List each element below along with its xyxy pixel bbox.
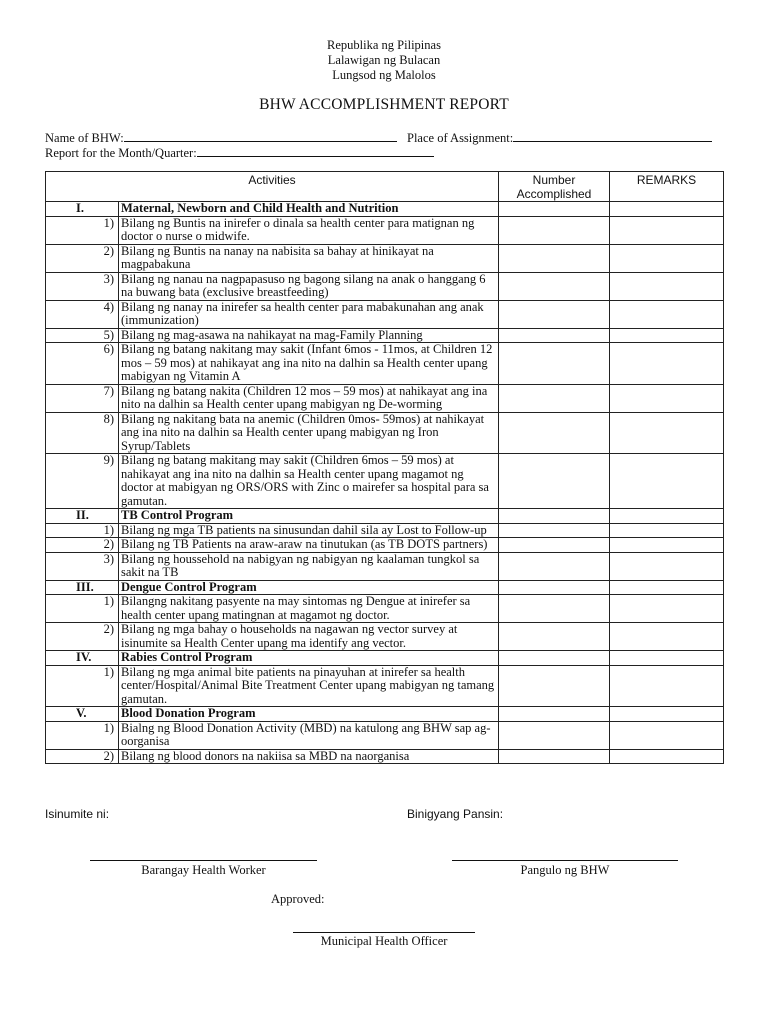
- item-number: 1): [46, 216, 119, 244]
- table-row: [46, 538, 724, 553]
- col-number-header: [499, 172, 610, 202]
- table-row: [46, 665, 724, 707]
- item-number: 4): [46, 300, 119, 328]
- table-row: [46, 623, 724, 651]
- number-cell[interactable]: [499, 202, 610, 217]
- item-number: 3): [46, 272, 119, 300]
- noted-by-label: Binigyang Pansin:: [407, 807, 504, 821]
- number-cell[interactable]: [499, 665, 610, 707]
- item-text: Bilang ng Buntis na inirefer o dinala sa health center para matignan ng doctor o nurse o midwife.: [119, 216, 499, 244]
- remarks-cell[interactable]: [610, 523, 724, 538]
- item-number: 2): [46, 244, 119, 272]
- remarks-cell[interactable]: [610, 623, 724, 651]
- number-cell[interactable]: [499, 749, 610, 764]
- number-cell[interactable]: [499, 244, 610, 272]
- table-row: [46, 343, 724, 385]
- table-row: [46, 595, 724, 623]
- number-cell[interactable]: [499, 623, 610, 651]
- number-cell[interactable]: [499, 384, 610, 412]
- table-row: [46, 749, 724, 764]
- place-of-assignment-field: [407, 129, 712, 146]
- item-text: Bialng ng Blood Donation Activity (MBD) na katulong ang BHW sap ag-oorganisa: [119, 721, 499, 749]
- number-cell[interactable]: [499, 343, 610, 385]
- president-signature-line[interactable]: [452, 860, 678, 861]
- place-of-assignment-blank[interactable]: [513, 129, 712, 142]
- table-row: [46, 523, 724, 538]
- item-number: 6): [46, 343, 119, 385]
- item-text: Bilang ng mga animal bite patients na pinayuhan at inirefer sa health center/Hospital/Animal Bite Treatment Center upang mabigyan ng tamang gamutan.: [119, 665, 499, 707]
- name-of-bhw-label: Name of BHW:: [45, 131, 124, 145]
- place-of-assignment-label: Place of Assignment:: [407, 131, 514, 145]
- item-text: Bilangng nakitang pasyente na may sintomas ng Dengue at inirefer sa health center upang matingnan at magamot ng doctor.: [119, 595, 499, 623]
- remarks-cell[interactable]: [610, 651, 724, 666]
- table-header-row: [46, 172, 724, 202]
- item-text: Bilang ng nanau na nagpapasuso ng bagong silang na anak o hanggang 6 na buwang bata (exclusive breastfeeding): [119, 272, 499, 300]
- bhw-signature-line[interactable]: [90, 860, 317, 861]
- section-row: [46, 580, 724, 595]
- item-text: Bilang ng batang nakita (Children 12 mos – 59 mos) at nahikayat ang ina nito na dalhin sa Health center upang mabigyan ng De-worming: [119, 384, 499, 412]
- number-cell[interactable]: [499, 509, 610, 524]
- item-number: 3): [46, 552, 119, 580]
- number-cell[interactable]: [499, 707, 610, 722]
- section-row: [46, 707, 724, 722]
- remarks-cell[interactable]: [610, 202, 724, 217]
- number-cell[interactable]: [499, 216, 610, 244]
- section-number: II.: [46, 509, 119, 524]
- item-number: 5): [46, 328, 119, 343]
- item-text: Bilang ng mag-asawa na nahikayat na mag-Family Planning: [119, 328, 499, 343]
- item-number: 7): [46, 384, 119, 412]
- col-number-line2: Accomplished: [516, 187, 592, 201]
- section-number: I.: [46, 202, 119, 217]
- item-number: 1): [46, 721, 119, 749]
- section-row: [46, 651, 724, 666]
- table-row: [46, 244, 724, 272]
- accomplishment-table: [45, 171, 724, 764]
- item-number: 1): [46, 665, 119, 707]
- section-title: TB Control Program: [119, 509, 499, 524]
- number-cell[interactable]: [499, 538, 610, 553]
- president-signature-caption: Pangulo ng BHW: [520, 863, 610, 877]
- number-cell[interactable]: [499, 454, 610, 509]
- remarks-cell[interactable]: [610, 343, 724, 385]
- remarks-cell[interactable]: [610, 707, 724, 722]
- report-title: BHW ACCOMPLISHMENT REPORT: [259, 96, 509, 113]
- item-text: Bilang ng mga TB patients na sinusundan dahil sila ay Lost to Follow-up: [119, 523, 499, 538]
- remarks-cell[interactable]: [610, 384, 724, 412]
- item-text: Bilang ng batang makitang may sakit (Children 6mos – 59 mos) at nahikayat ang ina nito na dalhin sa Health center upang magamot ng doctor at mabigyan ng ORS/ORS with Zinc o mairefer sa hospital para sa gamutan.: [119, 454, 499, 509]
- report-period-blank[interactable]: [197, 144, 434, 157]
- item-text: Bilang ng blood donors na nakiisa sa MBD na naorganisa: [119, 749, 499, 764]
- remarks-cell[interactable]: [610, 216, 724, 244]
- number-cell[interactable]: [499, 328, 610, 343]
- remarks-cell[interactable]: [610, 595, 724, 623]
- remarks-cell[interactable]: [610, 749, 724, 764]
- item-text: Bilang ng TB Patients na araw-araw na tinutukan (as TB DOTS partners): [119, 538, 499, 553]
- col-number-line1: Number: [532, 173, 576, 187]
- mho-signature-line[interactable]: [293, 932, 475, 933]
- section-title: Maternal, Newborn and Child Health and Nutrition: [119, 202, 499, 217]
- header-republic: Republika ng Pilipinas: [327, 38, 441, 52]
- item-number: 2): [46, 538, 119, 553]
- remarks-cell[interactable]: [610, 454, 724, 509]
- number-cell[interactable]: [499, 595, 610, 623]
- report-period-label: Report for the Month/Quarter:: [45, 146, 197, 160]
- number-cell[interactable]: [499, 412, 610, 454]
- section-row: [46, 509, 724, 524]
- table-row: [46, 454, 724, 509]
- item-text: Bilang ng Buntis na nanay na nabisita sa bahay at hinikayat na magpabakuna: [119, 244, 499, 272]
- item-text: Bilang ng batang nakitang may sakit (Infant 6mos - 11mos, at Children 12 mos – 59 mos) at nahikayat ang ina nito na dalhin sa Health center upang mabigyan ng Vitamin A: [119, 343, 499, 385]
- number-cell[interactable]: [499, 580, 610, 595]
- item-number: 1): [46, 523, 119, 538]
- remarks-cell[interactable]: [610, 300, 724, 328]
- number-cell[interactable]: [499, 651, 610, 666]
- submitted-by-label: Isinumite ni:: [45, 807, 110, 821]
- remarks-cell[interactable]: [610, 552, 724, 580]
- number-cell[interactable]: [499, 300, 610, 328]
- number-cell[interactable]: [499, 272, 610, 300]
- col-activities-header: Activities: [46, 172, 499, 202]
- section-number: III.: [46, 580, 119, 595]
- number-cell[interactable]: [499, 552, 610, 580]
- item-number: 2): [46, 749, 119, 764]
- item-number: 2): [46, 623, 119, 651]
- header-city: Lungsod ng Malolos: [332, 68, 436, 82]
- approved-label: Approved:: [271, 892, 325, 906]
- number-cell[interactable]: [499, 721, 610, 749]
- remarks-cell[interactable]: [610, 509, 724, 524]
- header-province: Lalawigan ng Bulacan: [327, 53, 441, 67]
- mho-signature-caption: Municipal Health Officer: [320, 934, 448, 948]
- table-row: [46, 216, 724, 244]
- item-text: Bilang ng houssehold na nabigyan ng nabigyan ng kaalaman tungkol sa sakit na TB: [119, 552, 499, 580]
- remarks-cell[interactable]: [610, 328, 724, 343]
- report-period-field: [45, 144, 434, 161]
- remarks-cell[interactable]: [610, 665, 724, 707]
- name-of-bhw-blank[interactable]: [124, 129, 397, 142]
- remarks-cell[interactable]: [610, 580, 724, 595]
- remarks-cell[interactable]: [610, 244, 724, 272]
- remarks-cell[interactable]: [610, 412, 724, 454]
- item-text: Bilang ng nanay na inirefer sa health center para mabakunahan ang anak (immunization): [119, 300, 499, 328]
- item-number: 1): [46, 595, 119, 623]
- table-row: [46, 272, 724, 300]
- remarks-cell[interactable]: [610, 538, 724, 553]
- number-cell[interactable]: [499, 523, 610, 538]
- table-row: [46, 300, 724, 328]
- section-title: Blood Donation Program: [119, 707, 499, 722]
- item-text: Bilang ng nakitang bata na anemic (Children 0mos- 59mos) at nahikayat ang ina nito na dalhin sa Health center upang mabigyan ng Iron Syrup/Tablets: [119, 412, 499, 454]
- item-number: 8): [46, 412, 119, 454]
- table-row: [46, 384, 724, 412]
- table-row: [46, 721, 724, 749]
- section-row: [46, 202, 724, 217]
- table-row: [46, 412, 724, 454]
- table-row: [46, 552, 724, 580]
- section-title: Rabies Control Program: [119, 651, 499, 666]
- section-title: Dengue Control Program: [119, 580, 499, 595]
- item-text: Bilang ng mga bahay o households na nagawan ng vector survey at isinumite sa Health Center upang ma identify ang vector.: [119, 623, 499, 651]
- col-remarks-header: REMARKS: [610, 172, 724, 202]
- remarks-cell[interactable]: [610, 721, 724, 749]
- item-number: 9): [46, 454, 119, 509]
- section-number: IV.: [46, 651, 119, 666]
- bhw-signature-caption: Barangay Health Worker: [141, 863, 266, 877]
- remarks-cell[interactable]: [610, 272, 724, 300]
- table-row: [46, 328, 724, 343]
- section-number: V.: [46, 707, 119, 722]
